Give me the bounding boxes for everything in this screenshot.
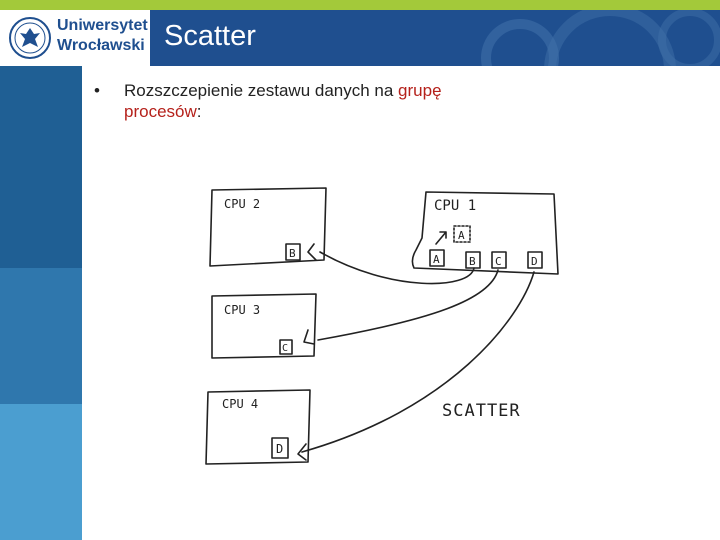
cpu3-label: CPU 3 [224, 303, 261, 317]
bullet-highlight-procesow: procesów [124, 102, 197, 121]
cpu1-cell-a-label: A [433, 253, 440, 266]
arrowhead-cpu3 [304, 330, 314, 344]
cpu1-label: CPU 1 [434, 198, 477, 214]
bullet-item [94, 80, 518, 122]
arrow-b-to-cpu2 [320, 252, 474, 284]
bullet-colon: : [196, 102, 202, 121]
cpu2-cell-label: B [289, 247, 296, 260]
cpu4-cell-label: D [276, 442, 284, 456]
logo-text-line1: Uniwersytet [57, 17, 148, 34]
university-logo [0, 10, 150, 66]
logo-text-line2: Wrocławski [57, 37, 145, 54]
cpu1-cell-d-label: D [531, 255, 538, 268]
eagle-emblem-icon [8, 16, 52, 60]
arrowhead-cpu2 [308, 244, 316, 260]
scatter-caption: SCATTER [442, 401, 521, 421]
sidebar-block-2 [0, 268, 82, 404]
arrow-c-to-cpu3 [318, 270, 498, 340]
left-sidebar [0, 66, 82, 540]
scatter-diagram [190, 180, 570, 470]
slide-header [0, 10, 720, 66]
bullet-dot-icon: • [94, 81, 100, 100]
sidebar-block-3 [0, 404, 82, 540]
cpu1-small-arrow [436, 232, 446, 244]
cpu2-label: CPU 2 [224, 197, 261, 211]
arrow-d-to-cpu4 [302, 272, 534, 452]
bullet-highlight-grupe: grupę [398, 81, 442, 100]
cpu4-label: CPU 4 [222, 397, 259, 411]
cpu1-a-top-label: A [458, 229, 465, 242]
sidebar-block-1 [0, 66, 82, 268]
bullet-text-part1: Rozszczepienie zestawu danych na [124, 81, 399, 100]
cpu1-cell-b-label: B [469, 255, 476, 268]
slide-title: Scatter [164, 20, 256, 52]
cpu1-cell-c-label: C [495, 255, 502, 268]
top-accent-bar [0, 0, 720, 10]
cpu3-cell-label: C [282, 343, 289, 354]
